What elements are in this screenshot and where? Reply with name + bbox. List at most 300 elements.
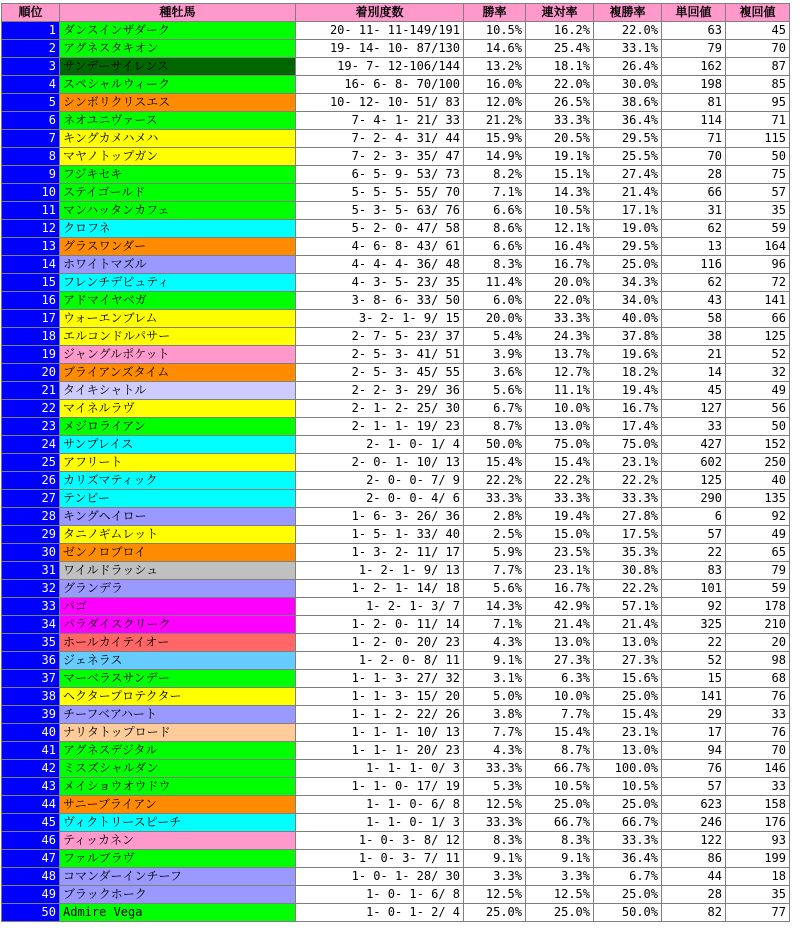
rank-cell: 35 — [2, 634, 60, 652]
win-return-cell: 76 — [662, 760, 726, 778]
win-return-cell: 31 — [662, 202, 726, 220]
top2-rate-cell: 12.5% — [526, 886, 594, 904]
table-row — [2, 292, 790, 310]
record-cell: 1- 2- 1- 3/ 7 — [296, 598, 464, 616]
stallion-name-cell: マンハッタンカフェ — [60, 202, 296, 220]
stallion-name-cell: ブラックホーク — [60, 886, 296, 904]
win-return-cell: 162 — [662, 58, 726, 76]
win-rate-cell: 15.4% — [464, 454, 526, 472]
top3-rate-cell: 34.3% — [594, 274, 662, 292]
top2-rate-cell: 66.7% — [526, 814, 594, 832]
rank-cell: 18 — [2, 328, 60, 346]
win-rate-cell: 13.2% — [464, 58, 526, 76]
rank-cell: 17 — [2, 310, 60, 328]
win-rate-cell: 10.5% — [464, 22, 526, 40]
top3-rate-cell: 30.8% — [594, 562, 662, 580]
stallion-name-cell: マヤノトップガン — [60, 148, 296, 166]
record-cell: 1- 2- 1- 9/ 13 — [296, 562, 464, 580]
win-rate-cell: 4.3% — [464, 742, 526, 760]
top2-rate-cell: 16.7% — [526, 580, 594, 598]
record-cell: 16- 6- 8- 70/100 — [296, 76, 464, 94]
top2-rate-cell: 10.0% — [526, 400, 594, 418]
top3-rate-cell: 16.7% — [594, 400, 662, 418]
stallion-name-cell: ミスズシャルダン — [60, 760, 296, 778]
rank-cell: 7 — [2, 130, 60, 148]
rank-cell: 25 — [2, 454, 60, 472]
table-body — [2, 22, 790, 922]
top3-rate-cell: 33.1% — [594, 40, 662, 58]
win-return-cell: 45 — [662, 382, 726, 400]
top2-rate-cell: 21.4% — [526, 616, 594, 634]
table-row — [2, 436, 790, 454]
table-row — [2, 508, 790, 526]
win-return-cell: 28 — [662, 166, 726, 184]
record-cell: 1- 2- 0- 8/ 11 — [296, 652, 464, 670]
win-return-cell: 198 — [662, 76, 726, 94]
top2-rate-cell: 25.0% — [526, 904, 594, 922]
header-win-rate: 勝率 — [464, 4, 526, 22]
stallion-name-cell: フジキセキ — [60, 166, 296, 184]
win-rate-cell: 3.1% — [464, 670, 526, 688]
top2-rate-cell: 15.1% — [526, 166, 594, 184]
win-return-cell: 15 — [662, 670, 726, 688]
top2-rate-cell: 22.0% — [526, 76, 594, 94]
place-return-cell: 49 — [726, 382, 790, 400]
top3-rate-cell: 37.8% — [594, 328, 662, 346]
win-rate-cell: 15.9% — [464, 130, 526, 148]
win-rate-cell: 2.5% — [464, 526, 526, 544]
place-return-cell: 33 — [726, 706, 790, 724]
win-rate-cell: 21.2% — [464, 112, 526, 130]
top3-rate-cell: 22.2% — [594, 580, 662, 598]
top2-rate-cell: 66.7% — [526, 760, 594, 778]
record-cell: 1- 1- 3- 27/ 32 — [296, 670, 464, 688]
win-return-cell: 79 — [662, 40, 726, 58]
table-row — [2, 580, 790, 598]
record-cell: 1- 1- 1- 0/ 3 — [296, 760, 464, 778]
rank-cell: 38 — [2, 688, 60, 706]
rank-cell: 1 — [2, 22, 60, 40]
place-return-cell: 33 — [726, 778, 790, 796]
place-return-cell: 49 — [726, 526, 790, 544]
top3-rate-cell: 27.4% — [594, 166, 662, 184]
win-rate-cell: 3.6% — [464, 364, 526, 382]
table-row — [2, 868, 790, 886]
top2-rate-cell: 3.3% — [526, 868, 594, 886]
rank-cell: 27 — [2, 490, 60, 508]
win-return-cell: 28 — [662, 886, 726, 904]
top2-rate-cell: 10.5% — [526, 778, 594, 796]
record-cell: 1- 2- 0- 20/ 23 — [296, 634, 464, 652]
win-rate-cell: 5.0% — [464, 688, 526, 706]
win-return-cell: 116 — [662, 256, 726, 274]
header-row — [2, 4, 790, 22]
top2-rate-cell: 23.5% — [526, 544, 594, 562]
top2-rate-cell: 13.7% — [526, 346, 594, 364]
win-return-cell: 62 — [662, 220, 726, 238]
top2-rate-cell: 18.1% — [526, 58, 594, 76]
record-cell: 1- 0- 1- 6/ 8 — [296, 886, 464, 904]
top3-rate-cell: 21.4% — [594, 616, 662, 634]
win-rate-cell: 5.9% — [464, 544, 526, 562]
table-row — [2, 310, 790, 328]
rank-cell: 40 — [2, 724, 60, 742]
win-rate-cell: 7.1% — [464, 616, 526, 634]
record-cell: 6- 5- 9- 53/ 73 — [296, 166, 464, 184]
win-rate-cell: 6.0% — [464, 292, 526, 310]
table-row — [2, 652, 790, 670]
header-top3-rate: 複勝率 — [594, 4, 662, 22]
place-return-cell: 59 — [726, 220, 790, 238]
top2-rate-cell: 19.4% — [526, 508, 594, 526]
win-return-cell: 94 — [662, 742, 726, 760]
top2-rate-cell: 15.0% — [526, 526, 594, 544]
header-record: 着別度数 — [296, 4, 464, 22]
stallion-name-cell: エルコンドルパサー — [60, 328, 296, 346]
win-rate-cell: 6.6% — [464, 238, 526, 256]
table-row — [2, 616, 790, 634]
stallion-name-cell: マイネルラヴ — [60, 400, 296, 418]
top2-rate-cell: 11.1% — [526, 382, 594, 400]
top2-rate-cell: 20.0% — [526, 274, 594, 292]
place-return-cell: 75 — [726, 166, 790, 184]
top2-rate-cell: 33.3% — [526, 112, 594, 130]
table-row — [2, 256, 790, 274]
stallion-name-cell: グランデラ — [60, 580, 296, 598]
top2-rate-cell: 33.3% — [526, 490, 594, 508]
win-return-cell: 66 — [662, 184, 726, 202]
win-rate-cell: 7.7% — [464, 562, 526, 580]
stallion-ranking-table — [1, 3, 790, 922]
place-return-cell: 164 — [726, 238, 790, 256]
stallion-name-cell: コマンダーインチーフ — [60, 868, 296, 886]
win-rate-cell: 50.0% — [464, 436, 526, 454]
table-row — [2, 778, 790, 796]
win-rate-cell: 3.9% — [464, 346, 526, 364]
record-cell: 4- 4- 4- 36/ 48 — [296, 256, 464, 274]
top2-rate-cell: 25.4% — [526, 40, 594, 58]
rank-cell: 50 — [2, 904, 60, 922]
record-cell: 1- 1- 1- 10/ 13 — [296, 724, 464, 742]
top2-rate-cell: 27.3% — [526, 652, 594, 670]
top2-rate-cell: 13.0% — [526, 634, 594, 652]
rank-cell: 9 — [2, 166, 60, 184]
table-row — [2, 400, 790, 418]
top3-rate-cell: 57.1% — [594, 598, 662, 616]
win-return-cell: 57 — [662, 778, 726, 796]
top3-rate-cell: 21.4% — [594, 184, 662, 202]
table-row — [2, 328, 790, 346]
top2-rate-cell: 26.5% — [526, 94, 594, 112]
rank-cell: 13 — [2, 238, 60, 256]
win-return-cell: 86 — [662, 850, 726, 868]
table-row — [2, 418, 790, 436]
table-row — [2, 40, 790, 58]
table-row — [2, 796, 790, 814]
top2-rate-cell: 16.7% — [526, 256, 594, 274]
header-top2-rate: 連対率 — [526, 4, 594, 22]
record-cell: 1- 1- 0- 17/ 19 — [296, 778, 464, 796]
top3-rate-cell: 22.2% — [594, 472, 662, 490]
win-return-cell: 63 — [662, 22, 726, 40]
place-return-cell: 35 — [726, 202, 790, 220]
table-row — [2, 148, 790, 166]
top3-rate-cell: 10.5% — [594, 778, 662, 796]
place-return-cell: 87 — [726, 58, 790, 76]
win-rate-cell: 14.6% — [464, 40, 526, 58]
win-return-cell: 38 — [662, 328, 726, 346]
win-rate-cell: 5.4% — [464, 328, 526, 346]
win-return-cell: 290 — [662, 490, 726, 508]
stallion-name-cell: スペシャルウィーク — [60, 76, 296, 94]
top3-rate-cell: 38.6% — [594, 94, 662, 112]
win-rate-cell: 8.6% — [464, 220, 526, 238]
stallion-name-cell: ワイルドラッシュ — [60, 562, 296, 580]
place-return-cell: 76 — [726, 724, 790, 742]
record-cell: 1- 1- 2- 22/ 26 — [296, 706, 464, 724]
record-cell: 5- 2- 0- 47/ 58 — [296, 220, 464, 238]
table-row — [2, 184, 790, 202]
stallion-name-cell: ヴィクトリースピーチ — [60, 814, 296, 832]
top2-rate-cell: 7.7% — [526, 706, 594, 724]
place-return-cell: 93 — [726, 832, 790, 850]
table-row — [2, 904, 790, 922]
win-return-cell: 43 — [662, 292, 726, 310]
rank-cell: 2 — [2, 40, 60, 58]
top2-rate-cell: 16.4% — [526, 238, 594, 256]
top3-rate-cell: 50.0% — [594, 904, 662, 922]
place-return-cell: 250 — [726, 454, 790, 472]
table-row — [2, 598, 790, 616]
top3-rate-cell: 25.0% — [594, 796, 662, 814]
stallion-name-cell: ウォーエンブレム — [60, 310, 296, 328]
top3-rate-cell: 23.1% — [594, 724, 662, 742]
rank-cell: 26 — [2, 472, 60, 490]
record-cell: 2- 5- 3- 41/ 51 — [296, 346, 464, 364]
table-row — [2, 382, 790, 400]
record-cell: 7- 4- 1- 21/ 33 — [296, 112, 464, 130]
win-rate-cell: 4.3% — [464, 634, 526, 652]
table-row — [2, 850, 790, 868]
record-cell: 19- 7- 12-106/144 — [296, 58, 464, 76]
table-row — [2, 724, 790, 742]
win-return-cell: 83 — [662, 562, 726, 580]
win-return-cell: 114 — [662, 112, 726, 130]
stallion-name-cell: メジロライアン — [60, 418, 296, 436]
record-cell: 7- 2- 3- 35/ 47 — [296, 148, 464, 166]
top3-rate-cell: 35.3% — [594, 544, 662, 562]
record-cell: 1- 1- 1- 20/ 23 — [296, 742, 464, 760]
win-rate-cell: 8.3% — [464, 256, 526, 274]
rank-cell: 23 — [2, 418, 60, 436]
top2-rate-cell: 22.2% — [526, 472, 594, 490]
top2-rate-cell: 42.9% — [526, 598, 594, 616]
win-return-cell: 52 — [662, 652, 726, 670]
rank-cell: 21 — [2, 382, 60, 400]
top2-rate-cell: 15.4% — [526, 454, 594, 472]
top3-rate-cell: 34.0% — [594, 292, 662, 310]
rank-cell: 20 — [2, 364, 60, 382]
record-cell: 2- 0- 0- 4/ 6 — [296, 490, 464, 508]
win-return-cell: 82 — [662, 904, 726, 922]
top2-rate-cell: 8.3% — [526, 832, 594, 850]
place-return-cell: 76 — [726, 688, 790, 706]
record-cell: 1- 0- 1- 28/ 30 — [296, 868, 464, 886]
place-return-cell: 178 — [726, 598, 790, 616]
win-rate-cell: 12.5% — [464, 886, 526, 904]
top3-rate-cell: 27.3% — [594, 652, 662, 670]
top3-rate-cell: 15.4% — [594, 706, 662, 724]
table-row — [2, 76, 790, 94]
table-row — [2, 886, 790, 904]
place-return-cell: 18 — [726, 868, 790, 886]
record-cell: 2- 5- 3- 45/ 55 — [296, 364, 464, 382]
win-rate-cell: 12.5% — [464, 796, 526, 814]
top2-rate-cell: 14.3% — [526, 184, 594, 202]
win-rate-cell: 7.1% — [464, 184, 526, 202]
top3-rate-cell: 23.1% — [594, 454, 662, 472]
record-cell: 10- 12- 10- 51/ 83 — [296, 94, 464, 112]
stallion-name-cell: サンプレイス — [60, 436, 296, 454]
place-return-cell: 71 — [726, 112, 790, 130]
record-cell: 1- 5- 1- 33/ 40 — [296, 526, 464, 544]
record-cell: 3- 8- 6- 33/ 50 — [296, 292, 464, 310]
table-row — [2, 670, 790, 688]
stallion-name-cell: アグネスタキオン — [60, 40, 296, 58]
record-cell: 1- 0- 1- 2/ 4 — [296, 904, 464, 922]
header-rank: 順位 — [2, 4, 60, 22]
table-row — [2, 562, 790, 580]
top3-rate-cell: 13.0% — [594, 742, 662, 760]
table-row — [2, 760, 790, 778]
win-return-cell: 33 — [662, 418, 726, 436]
top3-rate-cell: 25.5% — [594, 148, 662, 166]
place-return-cell: 95 — [726, 94, 790, 112]
win-rate-cell: 20.0% — [464, 310, 526, 328]
win-rate-cell: 25.0% — [464, 904, 526, 922]
top3-rate-cell: 26.4% — [594, 58, 662, 76]
win-return-cell: 6 — [662, 508, 726, 526]
win-rate-cell: 3.8% — [464, 706, 526, 724]
rank-cell: 41 — [2, 742, 60, 760]
top3-rate-cell: 25.0% — [594, 688, 662, 706]
record-cell: 1- 0- 3- 7/ 11 — [296, 850, 464, 868]
win-rate-cell: 3.3% — [464, 868, 526, 886]
record-cell: 19- 14- 10- 87/130 — [296, 40, 464, 58]
place-return-cell: 158 — [726, 796, 790, 814]
record-cell: 2- 1- 0- 1/ 4 — [296, 436, 464, 454]
table-row — [2, 202, 790, 220]
stallion-name-cell: テンビー — [60, 490, 296, 508]
win-rate-cell: 11.4% — [464, 274, 526, 292]
record-cell: 20- 11- 11-149/191 — [296, 22, 464, 40]
place-return-cell: 85 — [726, 76, 790, 94]
rank-cell: 10 — [2, 184, 60, 202]
record-cell: 2- 7- 5- 23/ 37 — [296, 328, 464, 346]
stallion-name-cell: アドマイヤベガ — [60, 292, 296, 310]
rank-cell: 12 — [2, 220, 60, 238]
rank-cell: 44 — [2, 796, 60, 814]
place-return-cell: 66 — [726, 310, 790, 328]
table-row — [2, 490, 790, 508]
table-row — [2, 634, 790, 652]
rank-cell: 37 — [2, 670, 60, 688]
stallion-name-cell: クロフネ — [60, 220, 296, 238]
win-rate-cell: 5.6% — [464, 580, 526, 598]
table-row — [2, 472, 790, 490]
win-return-cell: 246 — [662, 814, 726, 832]
top3-rate-cell: 18.2% — [594, 364, 662, 382]
place-return-cell: 68 — [726, 670, 790, 688]
rank-cell: 19 — [2, 346, 60, 364]
record-cell: 1- 1- 0- 1/ 3 — [296, 814, 464, 832]
place-return-cell: 152 — [726, 436, 790, 454]
top2-rate-cell: 19.1% — [526, 148, 594, 166]
win-return-cell: 122 — [662, 832, 726, 850]
top3-rate-cell: 30.0% — [594, 76, 662, 94]
win-rate-cell: 2.8% — [464, 508, 526, 526]
top3-rate-cell: 33.3% — [594, 490, 662, 508]
record-cell: 1- 2- 1- 14/ 18 — [296, 580, 464, 598]
table-row — [2, 166, 790, 184]
table-row — [2, 238, 790, 256]
stallion-name-cell: ホールカイテイオー — [60, 634, 296, 652]
rank-cell: 47 — [2, 850, 60, 868]
win-rate-cell: 6.6% — [464, 202, 526, 220]
win-return-cell: 22 — [662, 634, 726, 652]
win-return-cell: 81 — [662, 94, 726, 112]
stallion-name-cell: Admire Vega — [60, 904, 296, 922]
table-row — [2, 688, 790, 706]
rank-cell: 14 — [2, 256, 60, 274]
top3-rate-cell: 19.0% — [594, 220, 662, 238]
win-return-cell: 101 — [662, 580, 726, 598]
win-return-cell: 70 — [662, 148, 726, 166]
stallion-name-cell: キングカメハメハ — [60, 130, 296, 148]
record-cell: 2- 0- 0- 7/ 9 — [296, 472, 464, 490]
place-return-cell: 35 — [726, 886, 790, 904]
place-return-cell: 79 — [726, 562, 790, 580]
stallion-name-cell: カリズマティック — [60, 472, 296, 490]
top2-rate-cell: 20.5% — [526, 130, 594, 148]
rank-cell: 24 — [2, 436, 60, 454]
rank-cell: 42 — [2, 760, 60, 778]
place-return-cell: 70 — [726, 742, 790, 760]
win-return-cell: 427 — [662, 436, 726, 454]
top3-rate-cell: 15.6% — [594, 670, 662, 688]
stallion-name-cell: シンボリクリスエス — [60, 94, 296, 112]
win-return-cell: 17 — [662, 724, 726, 742]
place-return-cell: 77 — [726, 904, 790, 922]
place-return-cell: 96 — [726, 256, 790, 274]
stallion-name-cell: タイキシャトル — [60, 382, 296, 400]
record-cell: 3- 2- 1- 9/ 15 — [296, 310, 464, 328]
win-return-cell: 141 — [662, 688, 726, 706]
stallion-name-cell: ナリタトップロード — [60, 724, 296, 742]
table-row — [2, 22, 790, 40]
win-rate-cell: 9.1% — [464, 652, 526, 670]
top3-rate-cell: 25.0% — [594, 886, 662, 904]
win-rate-cell: 14.9% — [464, 148, 526, 166]
stallion-name-cell: グラスワンダー — [60, 238, 296, 256]
record-cell: 2- 1- 2- 25/ 30 — [296, 400, 464, 418]
place-return-cell: 65 — [726, 544, 790, 562]
top3-rate-cell: 19.6% — [594, 346, 662, 364]
record-cell: 4- 6- 8- 43/ 61 — [296, 238, 464, 256]
stallion-name-cell: ブライアンズタイム — [60, 364, 296, 382]
top3-rate-cell: 29.5% — [594, 130, 662, 148]
table-row — [2, 94, 790, 112]
